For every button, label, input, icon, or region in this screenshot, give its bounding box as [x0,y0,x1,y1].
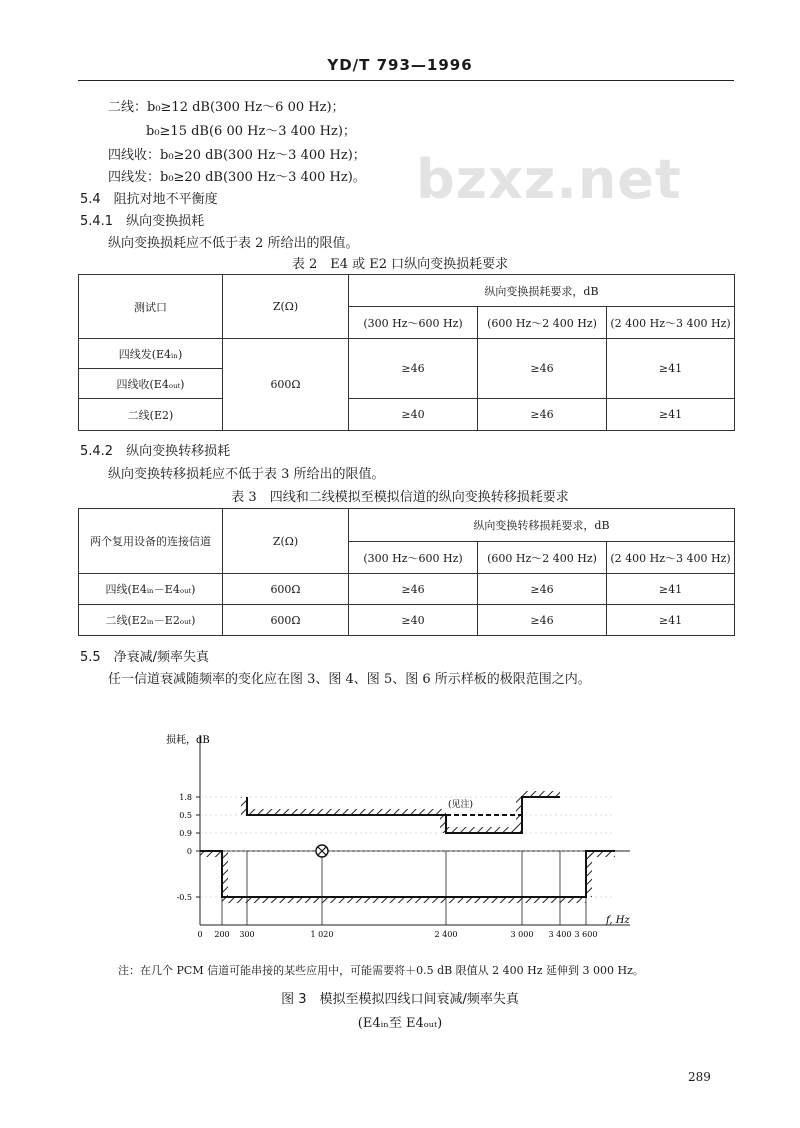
x-tick-label: 300 [239,930,255,939]
req-line-2: b₀≥15 dB(6 00 Hz～3 400 Hz)； [146,124,356,139]
table2-cell: ≥40 [349,399,478,431]
figure-subcaption: (E4ᵢₙ至 E4ₒᵤₜ) [357,1016,443,1031]
table2-band: (600 Hz～2 400 Hz) [478,307,607,339]
x-tick-label: 3 600 [574,930,598,939]
table2-header-z: Z(Ω) [223,275,349,339]
lower-limit-line [200,851,615,897]
x-tick-label: 3 000 [510,930,534,939]
x-axis-label: f, Hz [606,915,630,926]
x-tick-label: 1 020 [310,930,334,939]
y-tick-label: 0.5 [179,811,192,820]
req-line-1: 二线：b₀≥12 dB(300 Hz～6 00 Hz)； [108,100,345,115]
table2-row-label: 四线发(E4ᵢₙ) [79,339,223,369]
table3-cell: ≥46 [478,574,607,605]
y-axis-label: 损耗，dB [166,735,210,746]
x-tick-label: 200 [214,930,230,939]
table3-band: (2 400 Hz～3 400 Hz) [607,542,735,574]
table2-z-value: 600Ω [223,339,349,431]
table2-band: (2 400 Hz～3 400 Hz) [607,307,735,339]
table2-cell: ≥46 [478,399,607,431]
table3-cell: ≥41 [607,605,735,636]
para-5-5: 任一信道衰减随频率的变化应在图 3、图 4、图 5、图 6 所示样板的极限范围之内。 [108,672,591,687]
figure-caption: 图 3 模拟至模拟四线口间衰减/频率失真 [281,992,519,1007]
y-tick-label: -0.5 [176,893,192,902]
y-tick-label: 1.8 [179,793,192,802]
x-tick-label: 0 [197,930,203,939]
table3-cell: ≥41 [607,574,735,605]
table-2 [78,274,735,431]
page-number: 289 [688,1070,711,1084]
table2-header-req: 纵向变换损耗要求，dB [349,275,735,307]
page-header: YD/T 793—1996 [327,56,473,74]
table3-row-label: 二线(E2ᵢₙ－E2ₒᵤₜ) [79,605,223,636]
x-tick-label: 3 400 [548,930,572,939]
table2-caption: 表 2 E4 或 E2 口纵向变换损耗要求 [291,257,509,272]
table-3 [78,508,735,636]
table3-z-value: 600Ω [223,605,349,636]
table3-header-z: Z(Ω) [223,509,349,574]
table3-header-req: 纵向变换转移损耗要求，dB [349,509,735,542]
table2-cell: ≥41 [607,399,735,431]
table3-z-value: 600Ω [223,574,349,605]
table3-header-port: 两个复用设备的连接信道 [79,509,223,574]
table2-band: (300 Hz～600 Hz) [349,307,478,339]
table3-cell: ≥40 [349,605,478,636]
x-tick-label: 2 400 [434,930,458,939]
table3-band: (300 Hz～600 Hz) [349,542,478,574]
table2-row-label: 四线收(E4ₒᵤₜ) [79,369,223,399]
req-line-3: 四线收：b₀≥20 dB(300 Hz～3 400 Hz)； [108,148,366,163]
table3-caption: 表 3 四线和二线模拟至模拟信道的纵向变换转移损耗要求 [231,490,569,505]
y-tick-label: 0 [186,847,192,856]
figure-note: 注：在几个 PCM 信道可能串接的某些应用中，可能需要将＋0.5 dB 限值从 2 400 Hz 延伸到 3 000 Hz。 [118,964,644,977]
para-5-4-1: 纵向变换损耗应不低于表 2 所给出的限值。 [108,236,359,251]
table2-cell: ≥46 [478,339,607,399]
para-5-4-2: 纵向变换转移损耗应不低于表 3 所给出的限值。 [108,467,385,482]
table3-cell: ≥46 [349,574,478,605]
req-line-4: 四线发：b₀≥20 dB(300 Hz～3 400 Hz)。 [108,170,366,185]
section-5-4-2: 5.4.2 纵向变换转移损耗 [80,444,231,459]
y-tick-label: 0.9 [179,829,192,838]
section-5-4: 5.4 阻抗对地不平衡度 [80,192,218,207]
section-5-4-1: 5.4.1 纵向变换损耗 [80,214,205,229]
table2-cell: ≥46 [349,339,478,399]
watermark: bzxz.net [416,148,682,211]
header-rule [78,80,734,81]
annotation-see-note: (见注) [448,800,474,810]
table2-cell: ≥41 [607,339,735,399]
table3-cell: ≥46 [478,605,607,636]
figure-3-chart [160,725,640,950]
table3-row-label: 四线(E4ᵢₙ－E4ₒᵤₜ) [79,574,223,605]
table2-header-port: 测试口 [79,275,223,339]
section-5-5: 5.5 净衰减/频率失真 [80,650,210,665]
table3-band: (600 Hz～2 400 Hz) [478,542,607,574]
table2-row-label: 二线(E2) [79,399,223,431]
